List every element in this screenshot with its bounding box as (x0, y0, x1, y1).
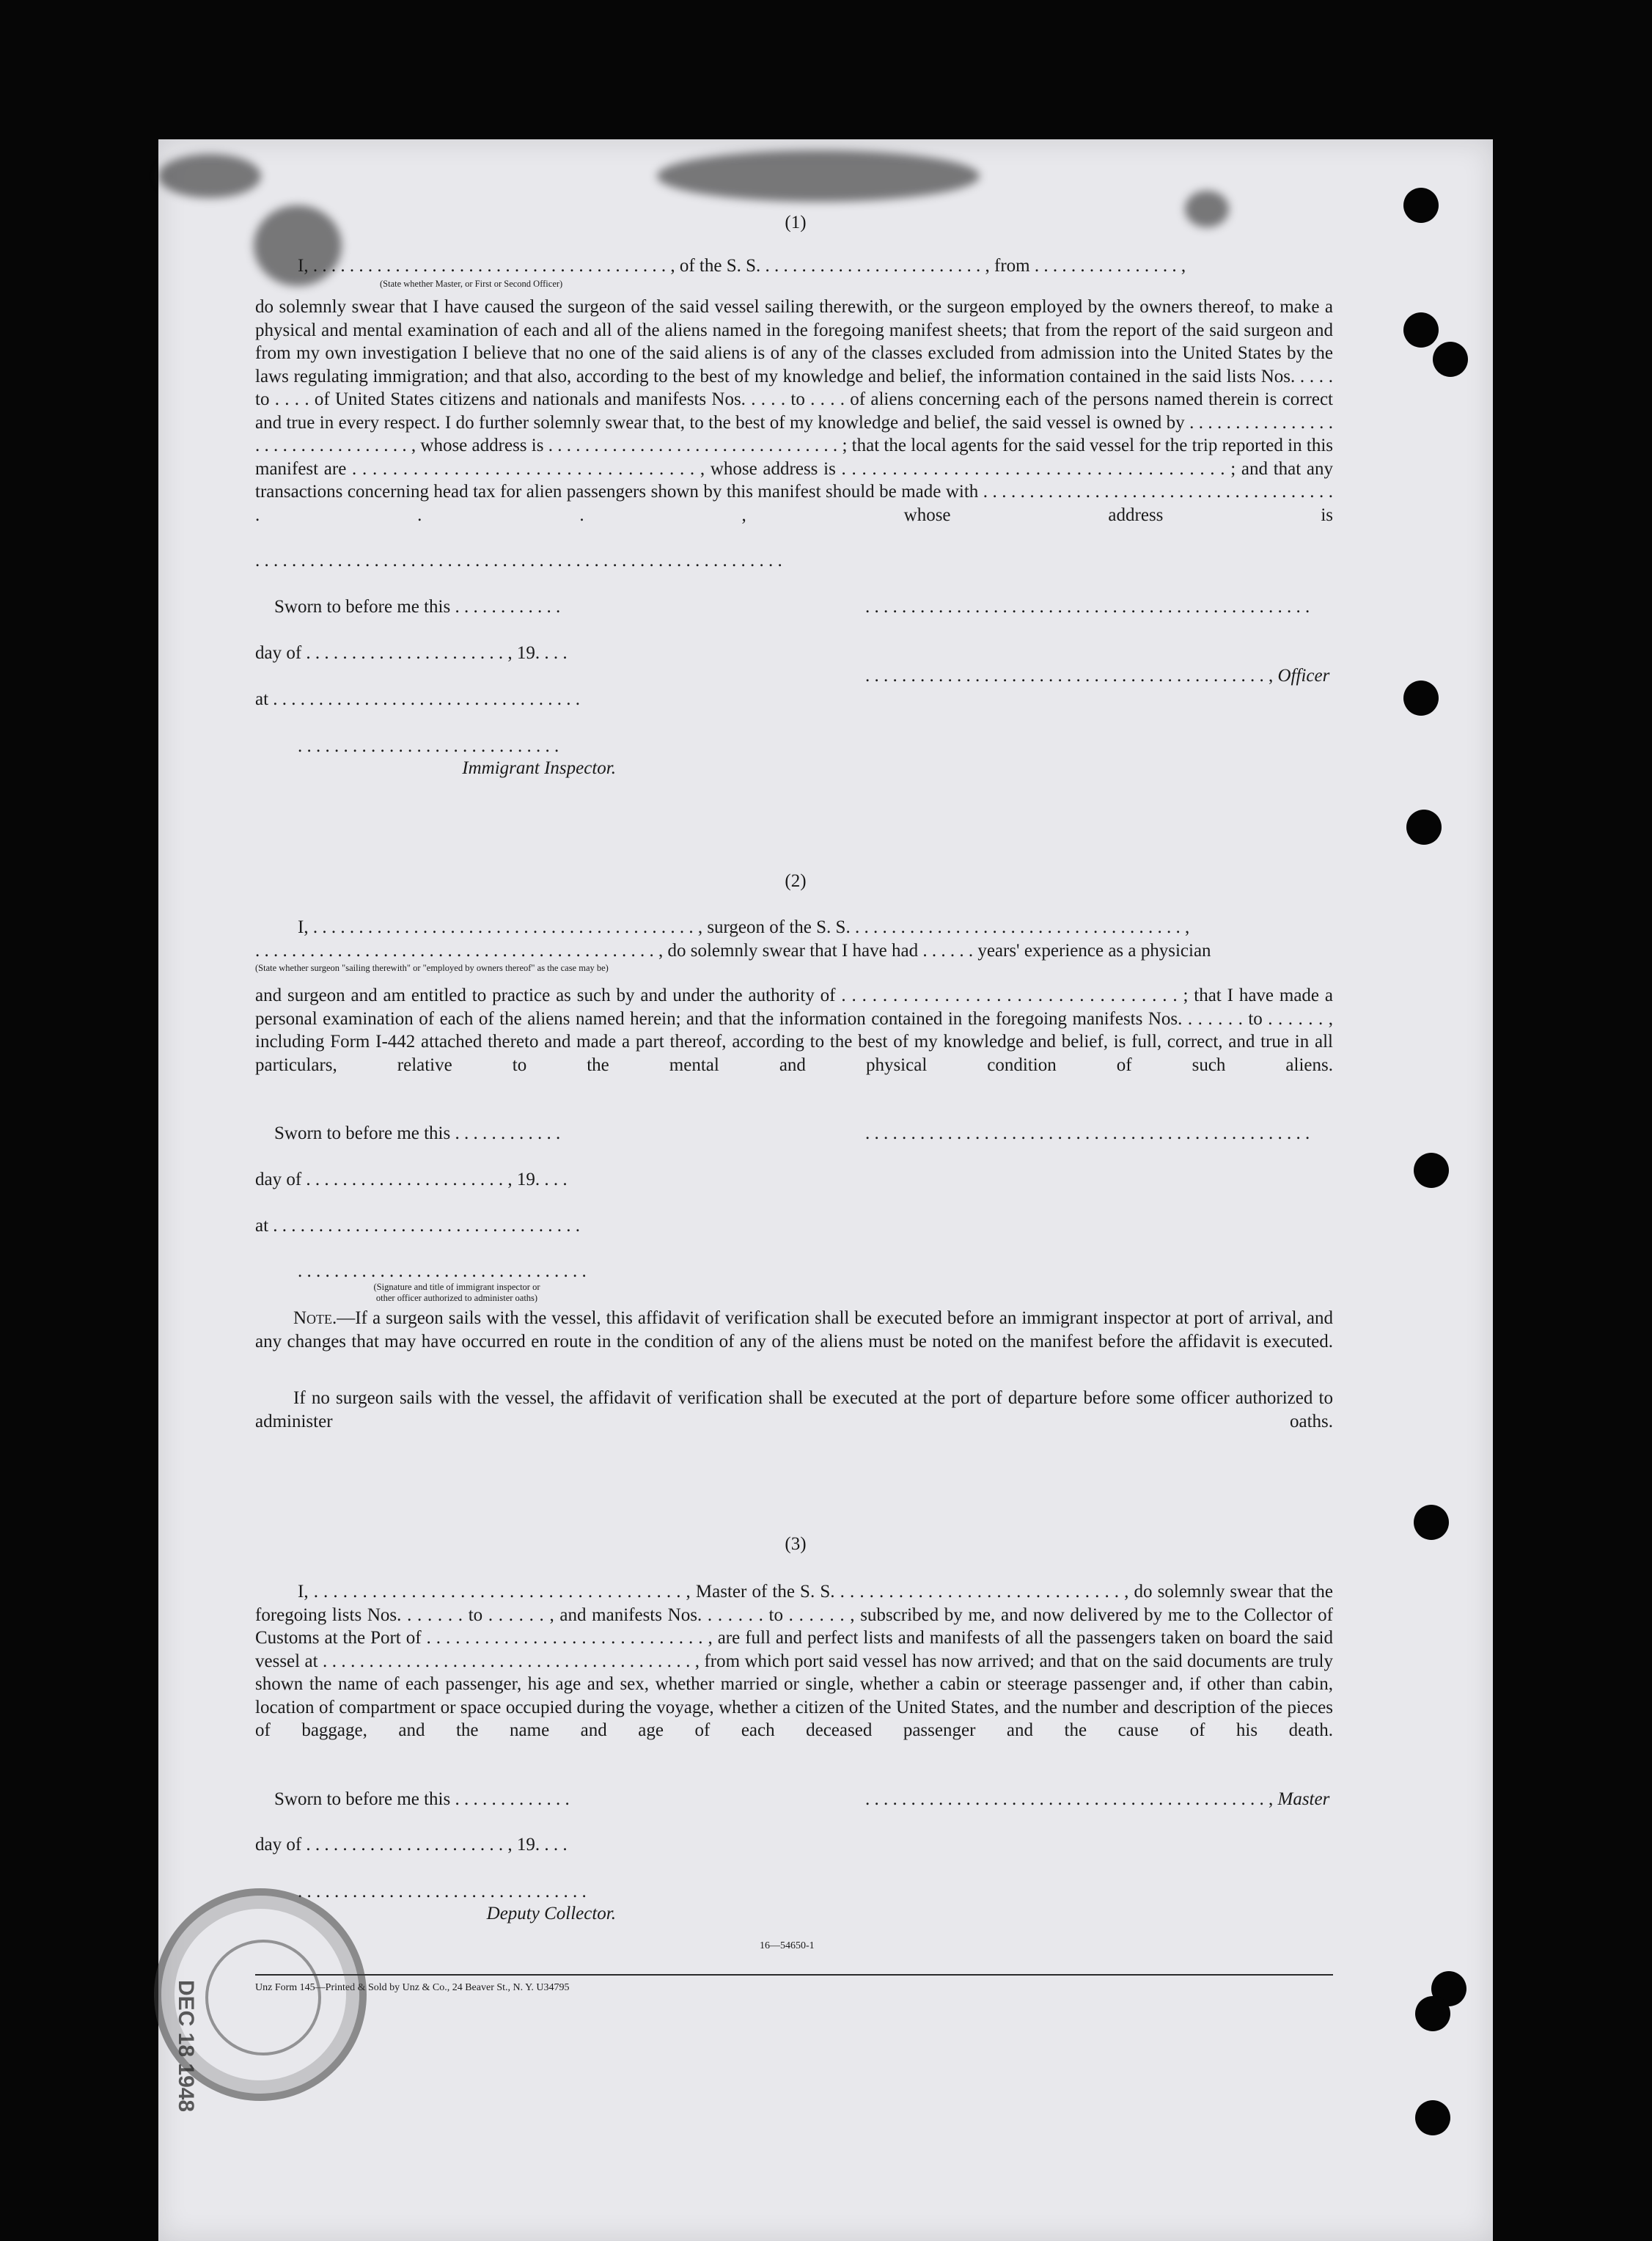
punch-hole (1415, 2100, 1450, 2135)
s2-note-head: Note. (293, 1308, 337, 1328)
s2-signature-line: . . . . . . . . . . . . . . . . . . . . . . . . . . . . . . . . . . . . . . . . . . . . . . . . . (865, 1123, 1310, 1143)
s2-oath-text: and surgeon and am entitled to practice as such by and under the authority of . . . . . . . . . . . . . . . . . . . . . . . . . . . . . . . . . ; that I have made a personal examination of each of the aliens named herein; and that the information contained in the foregoing manifests Nos. . . . . . . to . . . . . . , including Form I-442 attached thereto and made a part thereof, according to the best of my knowledge and belief, is full, correct, and true in all particulars, relative to the mental and physical condition of such aliens. (255, 986, 1333, 1075)
ink-smudge (158, 154, 261, 198)
s1-at-line: at . . . . . . . . . . . . . . . . . . . . . . . . . . . . . . . . . . (255, 689, 581, 709)
s2-day-line: day of . . . . . . . . . . . . . . . . . . . . . . , 19. . . . (255, 1170, 568, 1189)
s2-experience-line: . . . . . . . . . . . . . . . . . . . . . . . . . . . . . . . . . . . . . . . . . . . . , do solemnly swear that I have had . . . . . . years' experience as a physician (255, 941, 1211, 961)
s2-note-2: If no surgeon sails with the vessel, the affidavit of verification shall be executed at the port of departure before some officer authorized to administer oaths. (255, 1388, 1333, 1431)
s2-inspector-label-2: other officer authorized to administer oaths) (375, 1293, 538, 1303)
s3-day-line: day of . . . . . . . . . . . . . . . . . . . . . . , 19. . . . (255, 1835, 568, 1855)
s2-inspector-label-1: (Signature and title of immigrant inspector or (373, 1282, 540, 1292)
s2-note (255, 1307, 1333, 1353)
s1-officer-dots: . . . . . . . . . . . . . . . . . . . . . . . . . . . . . . . . . . . . . . . . . . . . , (865, 666, 1274, 686)
ink-smudge (657, 150, 980, 202)
printer-credit: Unz Form 145—Printed & Sold by Unz & Co., 24 Beaver St., N. Y. U34795 (255, 1982, 570, 1993)
s3-deputy-label: Deputy Collector. (486, 1904, 616, 1923)
s3-master-dots: . . . . . . . . . . . . . . . . . . . . . . . . . . . . . . . . . . . . . . . . . . . . , (865, 1789, 1274, 1809)
s3-deputy-line: . . . . . . . . . . . . . . . . . . . . . . . . . . . . . . . . (298, 1882, 587, 1901)
stamp-date: DEC 18 1948 (174, 1980, 198, 2113)
s1-address-tail: . . . . . . . . . . . . . . . . . . . . . . . . . . . . . . . . . . . . . . . . . . . . . . . . . . . . . . . . . . (255, 551, 782, 571)
s3-master-label: Master (1277, 1789, 1330, 1809)
s1-officer-label: Officer (1277, 666, 1330, 686)
s1-day-line: day of . . . . . . . . . . . . . . . . . . . . . . , 19. . . . (255, 643, 568, 663)
s1-officer-hint: (State whether Master, or First or Second Officer) (380, 279, 563, 289)
s1-officer-line (865, 664, 1329, 688)
s1-declarant-line: I, . . . . . . . . . . . . . . . . . . . . . . . . . . . . . . . . . . . . . . . , of the S. S. . . . . . . . . . . . . . . . . . . . . . . . . , from . . . . . . . . . . . . . . . . , (298, 256, 1186, 276)
section-1-number: (1) (785, 213, 807, 232)
punch-hole (1403, 312, 1439, 348)
s3-master-line (865, 1788, 1329, 1811)
customs-stamp-inner (205, 1940, 321, 2055)
s1-oath-text: do solemnly swear that I have caused the surgeon of the said vessel sailing therewith, or the surgeon employed by the owners thereof, to make a physical and mental examination of each and all of the aliens named in the foregoing manifest sheets; that from the report of the said surgeon and from my own investigation I believe that no one of the said aliens is of any of the classes excluded from admission into the United States by the laws regulating immigration; and that also, according to the best of my knowledge and belief, the information contained in the said lists Nos. . . . . to . . . . of United States citizens and nationals and manifests Nos. . . . . to . . . . of aliens concerning each of the persons named therein is correct and true in every respect. I do further solemnly swear that, to the best of my knowledge and belief, the said vessel is owned by . . . . . . . . . . . . . . . . . . . . . . . . . . . . . . . . . , whose address is . . . . . . . . . . . . . . . . . . . . . . . . . . . . . . . . ; that the local agents for the said vessel for the trip reported in this manifest are . . . . . . . . . . . . . . . . . . . . . . . . . . . . . . . . . . , whose address is . . . . . . . . . . . . . . . . . . . . . . . . . . . . . . . . . . . . . . ; and that any transactions concerning head tax for alien passengers shown by this manifest should be made with . . . . . . . . . . . . . . . . . . . . . . . . . . . . . . . . . . . . . . . . . , whose address is (255, 297, 1333, 525)
punch-hole (1433, 342, 1468, 377)
section-2-number: (2) (785, 871, 807, 891)
punch-hole (1414, 1153, 1449, 1188)
s2-sworn-line: Sworn to before me this . . . . . . . . . . . . (274, 1123, 561, 1143)
footer-rule (255, 1974, 1333, 1976)
punch-hole (1406, 810, 1442, 845)
punch-hole (1403, 188, 1439, 223)
ink-smudge (1185, 191, 1229, 227)
s1-inspector-label: Immigrant Inspector. (462, 758, 616, 778)
section-3-number: (3) (785, 1534, 807, 1554)
s2-surgeon-hint: (State whether surgeon "sailing therewith" or "employed by owners thereof" as the case may be) (255, 963, 609, 973)
form-number: 16—54650-1 (760, 1940, 815, 1951)
s1-signature-line: . . . . . . . . . . . . . . . . . . . . . . . . . . . . . . . . . . . . . . . . . . . . . . . . . (865, 597, 1310, 617)
punch-hole (1415, 1996, 1450, 2031)
punch-hole (1403, 681, 1439, 716)
s3-oath-text: I, . . . . . . . . . . . . . . . . . . . . . . . . . . . . . . . . . . . . . . , Master of the S. S. . . . . . . . . . . . . . . . . . . . . . . . . . . . . . , do solemnly swear that the foregoing lists Nos. . . . . . . to . . . . . . , and manifests Nos. . . . . . . to . . . . . . , subscribed by me, and now delivered by me to the Collector of Customs at the Port of . . . . . . . . . . . . . . . . . . . . . . . . . . . . . , are full and perfect lists and manifests of all the passengers taken on board the said vessel at . . . . . . . . . . . . . . . . . . . . . . . . . . . . . . . . . . . . . . . . , from which port said vessel has now arrived; and that on the said documents are truly shown the name of each passenger, his age and sex, whether married or single, whether a cabin or steerage passenger and, if other than cabin, location of compartment or space occupied during the voyage, whether a citizen of the United States, and the number and description of the pieces of baggage, and the name and age of each deceased passenger and the cause of his death. (255, 1582, 1333, 1740)
s2-inspector-line: . . . . . . . . . . . . . . . . . . . . . . . . . . . . . . . . (298, 1261, 587, 1281)
s3-sworn-line: Sworn to before me this . . . . . . . . . . . . . (274, 1789, 570, 1809)
s1-inspector-line: . . . . . . . . . . . . . . . . . . . . . . . . . . . . . (298, 736, 559, 756)
s1-sworn-line: Sworn to before me this . . . . . . . . . . . . (274, 597, 561, 617)
punch-hole (1414, 1505, 1449, 1540)
s2-at-line: at . . . . . . . . . . . . . . . . . . . . . . . . . . . . . . . . . . (255, 1216, 581, 1236)
s2-note-body: —If a surgeon sails with the vessel, this affidavit of verification shall be executed before an immigrant inspector at port of arrival, and any changes that may have occurred en route in the condition of any of the aliens must be noted on the manifest before the affidavit is executed. (255, 1308, 1333, 1351)
s2-surgeon-line: I, . . . . . . . . . . . . . . . . . . . . . . . . . . . . . . . . . . . . . . . . . . , surgeon of the S. S. . . . . . . . . . . . . . . . . . . . . . . . . . . . . . . . . . . . . , (298, 917, 1190, 937)
